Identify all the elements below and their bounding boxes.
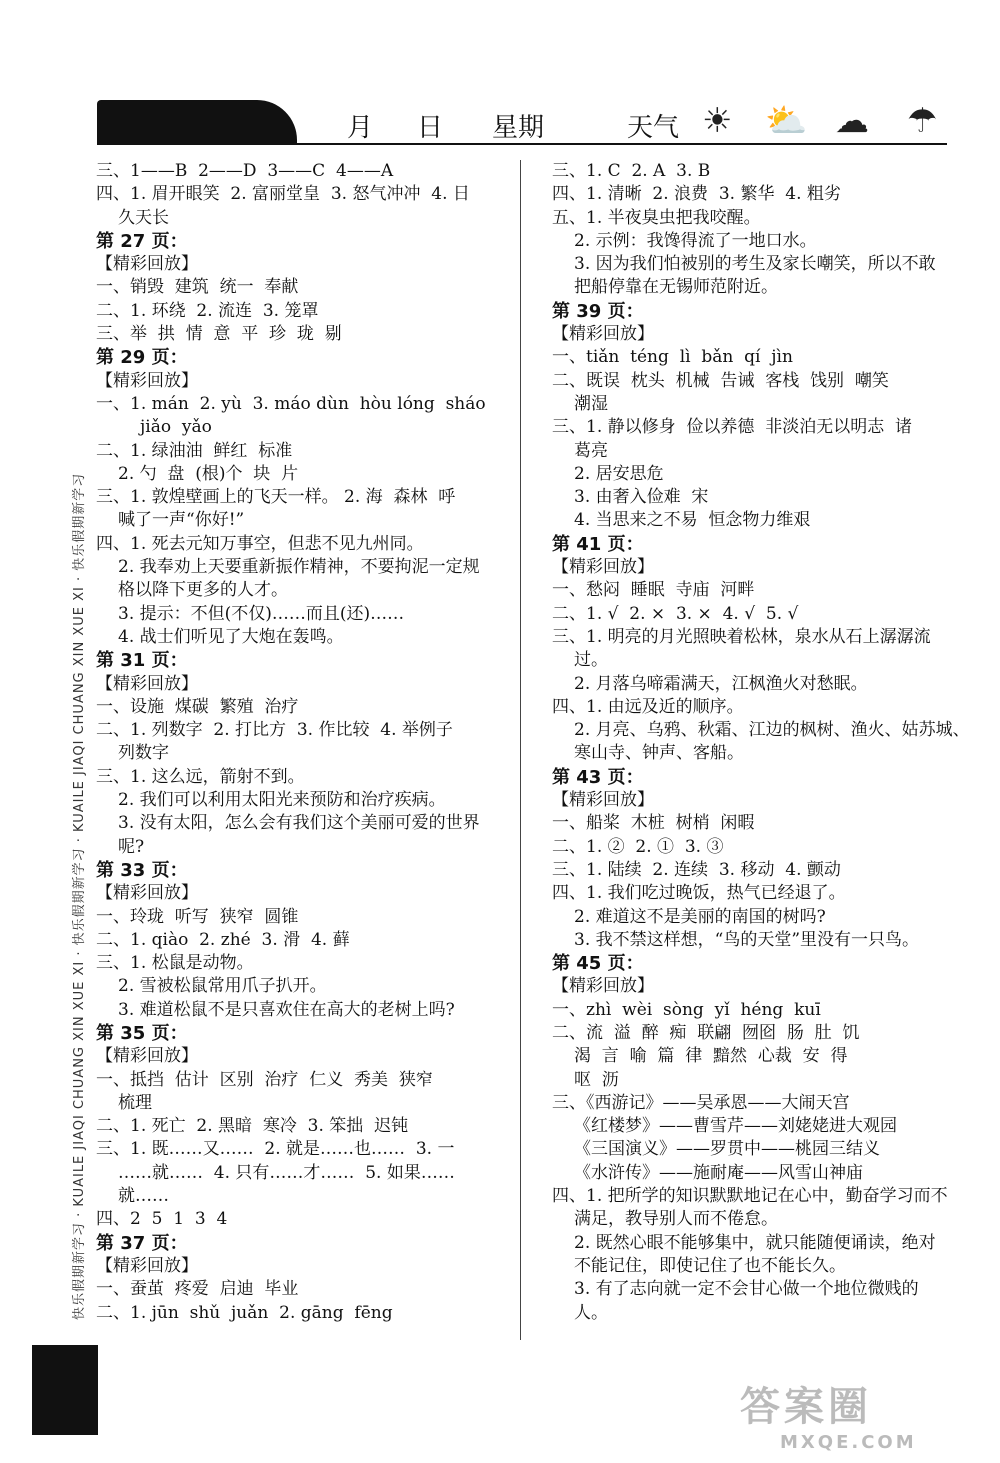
answer-line: 四、1. 眉开眼笑 2. 富丽堂皇 3. 怒气冲冲 4. 日 — [96, 184, 470, 205]
answer-line: 【精彩回放】 — [96, 370, 198, 391]
answer-line: 三、1——B 2——D 3——C 4——A — [96, 161, 394, 181]
answer-line: 四、1. 把所学的知识默默地记在心中，勤奋学习而不 — [552, 1186, 948, 1207]
page-heading: 第 29 页： — [96, 347, 188, 369]
answer-line: 4. 战士们听见了大炮在轰鸣。 — [118, 626, 344, 647]
answer-line: 2. 示例：我馋得流了一地口水。 — [574, 230, 817, 251]
answer-line: ……就…… 4. 只有……才…… 5. 如果…… — [118, 1162, 455, 1183]
answer-line: 【精彩回放】 — [552, 324, 654, 345]
windy-cloud-icon: ☁ — [835, 101, 869, 141]
answer-line: 一、1. mán 2. yù 3. máo dùn hòu lóng sháo — [96, 393, 486, 414]
answer-line: 3. 提示：不但(不仅)……而且(还)…… — [118, 603, 405, 624]
header-weekday-label: 星期 — [492, 113, 545, 143]
answer-line: 四、1. 死去元知万事空，但悲不见九州同。 — [96, 533, 424, 554]
answer-line: 三、1. 静以修身 俭以养德 非淡泊无以明志 诸 — [552, 417, 913, 438]
answer-line: 二、1. ② 2. ① 3. ③ — [552, 836, 724, 857]
page-heading: 第 43 页： — [552, 766, 644, 788]
answer-line: 三、《西游记》——吴承恩——大闹天宫 — [552, 1092, 850, 1113]
column-divider — [520, 160, 521, 1340]
answer-line: 2. 我奉劝上天要重新振作精神，不要拘泥一定规 — [118, 557, 480, 578]
answer-line: 一、zhì wèi sòng yǐ héng kuī — [552, 999, 821, 1020]
answer-line: 【精彩回放】 — [96, 1046, 198, 1067]
answer-line: 二、1. √ 2. × 3. × 4. √ 5. √ — [552, 603, 799, 624]
answer-line: 人。 — [574, 1302, 608, 1323]
answer-line: 渴 言 喻 篇 律 黯然 心裁 安 得 — [574, 1046, 848, 1067]
answer-line: 呢? — [118, 836, 145, 857]
answer-line: 二、1. 环绕 2. 流连 3. 笼罩 — [96, 300, 319, 321]
answer-line: 2. 雪被松鼠常用爪子扒开。 — [118, 976, 327, 997]
answer-line: 三、1. 松鼠是动物。 — [96, 953, 254, 974]
answer-line: 二、1. qiào 2. zhé 3. 滑 4. 藓 — [96, 929, 350, 950]
partly-cloudy-icon: ⛅ — [765, 101, 808, 141]
page-heading: 第 31 页： — [96, 650, 188, 672]
page-heading: 第 41 页： — [552, 533, 644, 555]
answer-line: 四、1. 我们吃过晚饭，热气已经退了。 — [552, 883, 846, 904]
answer-line: 二、1. jūn shǔ juǎn 2. gāng fēng — [96, 1302, 393, 1323]
answer-line: 2. 月亮、乌鸦、秋霜、江边的枫树、渔火、姑苏城、 — [574, 720, 970, 741]
answer-line: 不能记住，即使记住了也不能长久。 — [574, 1255, 846, 1276]
page-header — [97, 97, 947, 147]
answer-line: 三、举 拱 情 意 平 珍 珑 剔 — [96, 324, 342, 345]
answer-line: 五、1. 半夜臭虫把我咬醒。 — [552, 207, 761, 228]
answer-line: 3. 难道松鼠不是只喜欢住在高大的老树上吗? — [118, 999, 455, 1020]
answer-line: 一、愁闷 睡眠 寺庙 河畔 — [552, 580, 755, 601]
answer-line: 列数字 — [118, 743, 169, 764]
answer-line: 《水浒传》——施耐庵——风雪山神庙 — [574, 1162, 863, 1183]
answer-line: 二、流 溢 醉 痴 联翩 囫囵 肠 肚 饥 — [552, 1022, 860, 1043]
answer-line: 【精彩回放】 — [552, 790, 654, 811]
page-heading: 第 39 页： — [552, 300, 644, 322]
answer-line: 梳理 — [118, 1092, 152, 1113]
answer-line: 葛亮 — [574, 440, 608, 461]
answer-line: 《三国演义》——罗贯中——桃园三结义 — [574, 1139, 880, 1160]
answer-line: 满足，教导别人而不倦怠。 — [574, 1209, 778, 1230]
answer-line: 喊了一声“你好!” — [118, 510, 245, 531]
umbrella-icon: ☂ — [907, 101, 938, 141]
answer-line: 2. 我们可以利用太阳光来预防和治疗疾病。 — [118, 790, 446, 811]
answer-line: 二、1. 死亡 2. 黑暗 寒冷 3. 笨拙 迟钝 — [96, 1116, 409, 1137]
side-brand-text: 快乐假期新学习 · KUAILE JIAQI CHUANG XIN XUE XI · 快乐假期新学习 · KUAILE JIAQI CHUANG XIN XUE XI · 快乐假期新学习 — [72, 472, 87, 1320]
answer-line: 二、1. 列数字 2. 打比方 3. 作比较 4. 举例子 — [96, 720, 453, 741]
answer-line: 就…… — [118, 1186, 169, 1207]
answer-line: 四、2 5 1 3 4 — [96, 1209, 228, 1230]
answer-line: 3. 没有太阳，怎么会有我们这个美丽可爱的世界 — [118, 813, 480, 834]
page-heading: 第 37 页： — [96, 1232, 188, 1254]
answer-line: 2. 既然心眼不能够集中，就只能随便诵读，绝对 — [574, 1232, 936, 1253]
watermark — [740, 1375, 980, 1455]
answer-line: 2. 勺 盘 (根)个 块 片 — [118, 463, 299, 484]
header-day-label: 日 — [417, 113, 444, 143]
page-heading: 第 27 页： — [96, 230, 188, 252]
answer-line: jiǎo yǎo — [140, 417, 212, 438]
header-black-tab — [97, 100, 297, 144]
answer-line: 3. 我不禁这样想，“鸟的天堂”里没有一只鸟。 — [574, 929, 920, 950]
answer-line: 2. 居安思危 — [574, 463, 664, 484]
answer-line: 一、玲珑 听写 狭窄 圆锥 — [96, 906, 299, 927]
sun-icon: ☀ — [702, 101, 733, 141]
answer-line: 潮湿 — [574, 393, 608, 414]
answer-line: 【精彩回放】 — [96, 883, 198, 904]
answer-line: 把船停靠在无锡师范附近。 — [574, 277, 778, 298]
answer-line: 3. 有了志向就一定不会甘心做一个地位微贱的 — [574, 1279, 919, 1300]
answer-line: 4. 当思来之不易 恒念物力维艰 — [574, 510, 811, 531]
answer-line: 2. 月落乌啼霜满天，江枫渔火对愁眠。 — [574, 673, 868, 694]
answer-column-right — [552, 160, 970, 1325]
answer-line: 【精彩回放】 — [96, 1255, 198, 1276]
answer-line: 3. 因为我们怕被别的考生及家长嘲笑，所以不敢 — [574, 254, 936, 275]
answer-line: 三、1. 明亮的月光照映着松林，泉水从石上潺潺流 — [552, 626, 931, 647]
page-heading: 第 35 页： — [96, 1022, 188, 1044]
page-heading: 第 45 页： — [552, 953, 644, 975]
answer-line: 一、蚕茧 疼爱 启迪 毕业 — [96, 1279, 299, 1300]
answer-line: 四、1. 由远及近的顺序。 — [552, 696, 744, 717]
answer-line: 寒山寺、钟声、客船。 — [574, 743, 744, 764]
answer-line: 三、1. 这么远，箭射不到。 — [96, 766, 305, 787]
header-month-label: 月 — [347, 113, 374, 143]
answer-line: 二、1. 绿油油 鲜红 标准 — [96, 440, 293, 461]
answer-line: 《红楼梦》——曹雪芹——刘姥姥进大观园 — [574, 1116, 897, 1137]
answer-line: 【精彩回放】 — [96, 673, 198, 694]
answer-line: 三、1. C 2. A 3. B — [552, 161, 711, 181]
answer-line: 一、船桨 木桩 树梢 闲暇 — [552, 813, 755, 834]
answer-line: 四、1. 清晰 2. 浪费 3. 繁华 4. 粗劣 — [552, 184, 841, 205]
answer-line: 久天长 — [118, 207, 169, 228]
watermark-url: MXQE.COM — [780, 1432, 917, 1453]
watermark-logo-text: 答案圈 — [740, 1384, 872, 1430]
answer-line: 【精彩回放】 — [552, 557, 654, 578]
page-heading: 第 33 页： — [96, 859, 188, 881]
answer-column-left — [96, 160, 496, 1325]
answer-line: 3. 由奢入俭难 宋 — [574, 487, 709, 508]
answer-line: 【精彩回放】 — [552, 976, 654, 997]
answer-line: 一、抵挡 估计 区别 治疗 仁义 秀美 狭窄 — [96, 1069, 433, 1090]
answer-line: 一、销毁 建筑 统一 奉献 — [96, 277, 299, 298]
side-brand-strip — [48, 240, 87, 1320]
answer-line: 格以降下更多的人才。 — [118, 580, 288, 601]
answer-line: 过。 — [574, 650, 608, 671]
header-weather-label: 天气 — [627, 113, 680, 143]
answer-line: 呕 沥 — [574, 1069, 619, 1090]
answer-line: 2. 难道这不是美丽的南国的树吗? — [574, 906, 826, 927]
answer-line: 二、既误 枕头 机械 告诫 客栈 饯别 嘲笑 — [552, 370, 889, 391]
answer-line: 三、1. 陆续 2. 连续 3. 移动 4. 颤动 — [552, 859, 841, 880]
answer-line: 【精彩回放】 — [96, 254, 198, 275]
answer-line: 三、1. 敦煌壁画上的飞天一样。 2. 海 森林 呼 — [96, 487, 456, 508]
answer-line: 三、1. 既……又…… 2. 就是……也…… 3. 一 — [96, 1139, 455, 1160]
answer-line: 一、tiǎn téng lì bǎn qí jìn — [552, 347, 793, 368]
page-corner-block — [32, 1345, 98, 1435]
answer-line: 一、设施 煤碳 繁殖 治疗 — [96, 696, 299, 717]
